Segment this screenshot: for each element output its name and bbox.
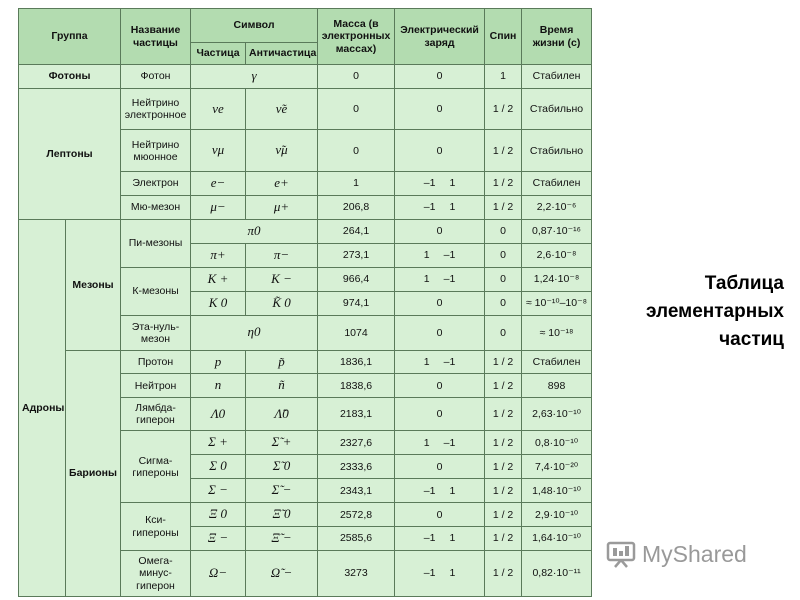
- particle-symbol: e−: [191, 171, 246, 195]
- antiparticle-symbol: Ξ̃ 0: [246, 503, 318, 527]
- spin-value: 1 / 2: [485, 431, 522, 455]
- charge-part: –1: [423, 484, 436, 497]
- charge-value: [395, 503, 485, 527]
- mass-value: 2333,6: [318, 455, 395, 479]
- mass-value: 966,4: [318, 267, 395, 291]
- particle-name: Сигма-гипероны: [121, 431, 191, 503]
- mass-value: 2343,1: [318, 479, 395, 503]
- particle-symbol: Σ −: [191, 479, 246, 503]
- mass-value: 206,8: [318, 195, 395, 219]
- spin-value: 0: [485, 291, 522, 315]
- mass-value: 0: [318, 88, 395, 129]
- spin-value: 0: [485, 243, 522, 267]
- particle-symbol: π+: [191, 243, 246, 267]
- particle-name: Нейтрон: [121, 374, 191, 398]
- particle-name: Омега-минус-гиперон: [121, 550, 191, 596]
- charge-part: 1: [449, 201, 456, 214]
- group-photons: Фотоны: [19, 65, 121, 89]
- particle-symbol: Σ +: [191, 431, 246, 455]
- particle-name: Кси-гипероны: [121, 503, 191, 551]
- mass-value: 2572,8: [318, 503, 395, 527]
- spin-value: 1 / 2: [485, 527, 522, 551]
- charge-part: 0: [436, 144, 443, 157]
- mass-value: 1074: [318, 315, 395, 350]
- table-row: [19, 65, 592, 89]
- particle-symbol: νe: [191, 88, 246, 129]
- charge-value: [395, 455, 485, 479]
- antiparticle-symbol: Σ̃ 0: [246, 455, 318, 479]
- particle-symbol: Ξ −: [191, 527, 246, 551]
- spin-value: 1 / 2: [485, 195, 522, 219]
- lifetime-value: 1,24·10⁻⁸: [522, 267, 592, 291]
- charge-part: 1: [449, 177, 456, 190]
- charge-part: –1: [443, 249, 456, 262]
- header-name: Название частицы: [121, 9, 191, 65]
- spin-value: 1 / 2: [485, 398, 522, 431]
- antiparticle-symbol: e+: [246, 171, 318, 195]
- spin-value: 1 / 2: [485, 479, 522, 503]
- lifetime-value: 2,6·10⁻⁸: [522, 243, 592, 267]
- lifetime-value: ≈ 10⁻¹⁸: [522, 315, 592, 350]
- particle-symbol: Ξ 0: [191, 503, 246, 527]
- lifetime-value: 0,87·10⁻¹⁶: [522, 219, 592, 243]
- charge-part: 1: [423, 273, 430, 286]
- charge-value: [395, 267, 485, 291]
- particle-symbol: π0: [191, 219, 318, 243]
- particle-symbol: Ω−: [191, 550, 246, 596]
- charge-part: 0: [436, 460, 443, 473]
- charge-part: –1: [423, 532, 436, 545]
- header-particle: Частица: [191, 43, 246, 65]
- particle-symbol: K +: [191, 267, 246, 291]
- spin-value: 1 / 2: [485, 550, 522, 596]
- charge-part: 0: [436, 225, 443, 238]
- mass-value: 2585,6: [318, 527, 395, 551]
- lifetime-value: 1,48·10⁻¹⁰: [522, 479, 592, 503]
- charge-value: [395, 65, 485, 89]
- table-row: [19, 350, 592, 374]
- lifetime-value: 0,8·10⁻¹⁰: [522, 431, 592, 455]
- charge-value: [395, 350, 485, 374]
- table-row: [19, 219, 592, 243]
- charge-value: [395, 398, 485, 431]
- charge-value: [395, 374, 485, 398]
- particle-name: Нейтрино мюонное: [121, 130, 191, 171]
- spin-value: 1 / 2: [485, 171, 522, 195]
- charge-part: –1: [423, 201, 436, 214]
- charge-part: 0: [436, 508, 443, 521]
- particle-symbol: p: [191, 350, 246, 374]
- spin-value: 1 / 2: [485, 374, 522, 398]
- lifetime-value: 1,64·10⁻¹⁰: [522, 527, 592, 551]
- antiparticle-symbol: μ+: [246, 195, 318, 219]
- charge-part: 0: [436, 408, 443, 421]
- charge-part: 1: [449, 567, 456, 580]
- group-hadrons: Адроны: [19, 219, 66, 596]
- spin-value: 0: [485, 267, 522, 291]
- antiparticle-symbol: K −: [246, 267, 318, 291]
- antiparticle-symbol: ñ: [246, 374, 318, 398]
- particle-symbol: n: [191, 374, 246, 398]
- particle-name: Фотон: [121, 65, 191, 89]
- antiparticle-symbol: ν̃e: [246, 88, 318, 129]
- spin-value: 1 / 2: [485, 130, 522, 171]
- mass-value: 1836,1: [318, 350, 395, 374]
- particle-symbol: K 0: [191, 291, 246, 315]
- table-body: [19, 65, 592, 597]
- lifetime-value: 0,82·10⁻¹¹: [522, 550, 592, 596]
- charge-value: [395, 479, 485, 503]
- charge-part: 1: [423, 249, 430, 262]
- charge-value: [395, 243, 485, 267]
- particle-name: Мю-мезон: [121, 195, 191, 219]
- mass-value: 974,1: [318, 291, 395, 315]
- header-spin: Спин: [485, 9, 522, 65]
- charge-part: –1: [423, 567, 436, 580]
- spin-value: 0: [485, 219, 522, 243]
- charge-part: 0: [436, 103, 443, 116]
- antiparticle-symbol: Ξ̃ −: [246, 527, 318, 551]
- particle-name: Пи-мезоны: [121, 219, 191, 267]
- particle-name: Эта-нуль-мезон: [121, 315, 191, 350]
- lifetime-value: 898: [522, 374, 592, 398]
- header-group: Группа: [19, 9, 121, 65]
- subgroup-baryons: Барионы: [66, 350, 121, 597]
- lifetime-value: Стабильно: [522, 88, 592, 129]
- mass-value: 264,1: [318, 219, 395, 243]
- charge-value: [395, 291, 485, 315]
- charge-part: 1: [449, 484, 456, 497]
- particle-name: Протон: [121, 350, 191, 374]
- slide-caption: Таблица элементарных частиц: [645, 273, 784, 350]
- antiparticle-symbol: Σ̃ +: [246, 431, 318, 455]
- antiparticle-symbol: π−: [246, 243, 318, 267]
- spin-value: 1: [485, 65, 522, 89]
- particle-name: Лямбда-гиперон: [121, 398, 191, 431]
- lifetime-value: ≈ 10⁻¹⁰–10⁻⁸: [522, 291, 592, 315]
- lifetime-value: Стабилен: [522, 171, 592, 195]
- particle-symbol: νμ: [191, 130, 246, 171]
- mass-value: 0: [318, 65, 395, 89]
- antiparticle-symbol: Σ̃ −: [246, 479, 318, 503]
- mass-value: 0: [318, 130, 395, 171]
- charge-part: –1: [443, 355, 456, 368]
- charge-part: 0: [436, 297, 443, 310]
- antiparticle-symbol: p̃: [246, 350, 318, 374]
- particle-symbol: Λ0: [191, 398, 246, 431]
- antiparticle-symbol: Λ̃0: [246, 398, 318, 431]
- particle-symbol: Σ 0: [191, 455, 246, 479]
- particle-symbol: μ−: [191, 195, 246, 219]
- antiparticle-symbol: K̃ 0: [246, 291, 318, 315]
- particle-name: К-мезоны: [121, 267, 191, 315]
- mass-value: 1: [318, 171, 395, 195]
- charge-value: [395, 130, 485, 171]
- header-mass: Масса (в электронных массах): [318, 9, 395, 65]
- subgroup-mesons: Мезоны: [66, 219, 121, 350]
- charge-part: 1: [423, 355, 430, 368]
- mass-value: 3273: [318, 550, 395, 596]
- charge-value: [395, 88, 485, 129]
- table-row: [19, 88, 592, 129]
- charge-part: 1: [423, 436, 430, 449]
- header-antiparticle: Античастица: [246, 43, 318, 65]
- spin-value: 1 / 2: [485, 88, 522, 129]
- charge-value: [395, 550, 485, 596]
- lifetime-value: Стабильно: [522, 130, 592, 171]
- spin-value: 1 / 2: [485, 455, 522, 479]
- lifetime-value: 2,63·10⁻¹⁰: [522, 398, 592, 431]
- charge-value: [395, 171, 485, 195]
- spin-value: 1 / 2: [485, 503, 522, 527]
- lifetime-value: 7,4·10⁻²⁰: [522, 455, 592, 479]
- particle-name: Электрон: [121, 171, 191, 195]
- charge-value: [395, 315, 485, 350]
- particle-symbol: η0: [191, 315, 318, 350]
- spin-value: 0: [485, 315, 522, 350]
- charge-part: 0: [436, 379, 443, 392]
- mass-value: 2327,6: [318, 431, 395, 455]
- presentation-board-icon: [606, 540, 636, 568]
- lifetime-value: 2,9·10⁻¹⁰: [522, 503, 592, 527]
- mass-value: 1838,6: [318, 374, 395, 398]
- charge-value: [395, 195, 485, 219]
- charge-part: –1: [423, 177, 436, 190]
- particle-name: Нейтрино электронное: [121, 88, 191, 129]
- antiparticle-symbol: ν̃μ: [246, 130, 318, 171]
- charge-part: 0: [436, 326, 443, 339]
- particle-symbol: γ: [191, 65, 318, 89]
- spin-value: 1 / 2: [485, 350, 522, 374]
- charge-part: –1: [443, 273, 456, 286]
- lifetime-value: Стабилен: [522, 65, 592, 89]
- charge-value: [395, 219, 485, 243]
- logo-text: MyShared: [642, 540, 747, 567]
- antiparticle-symbol: Ω̃ −: [246, 550, 318, 596]
- group-leptons: Лептоны: [19, 88, 121, 219]
- mass-value: 273,1: [318, 243, 395, 267]
- particles-table: [18, 8, 592, 597]
- charge-part: 0: [436, 70, 443, 83]
- header-lifetime: Время жизни (с): [522, 9, 592, 65]
- charge-part: 1: [449, 532, 456, 545]
- myshared-logo: [606, 536, 782, 572]
- header-symbol: Символ: [191, 9, 318, 43]
- charge-value: [395, 527, 485, 551]
- mass-value: 2183,1: [318, 398, 395, 431]
- header-charge: Электрический заряд: [395, 9, 485, 65]
- lifetime-value: Стабилен: [522, 350, 592, 374]
- charge-part: –1: [443, 436, 456, 449]
- charge-value: [395, 431, 485, 455]
- lifetime-value: 2,2·10⁻⁶: [522, 195, 592, 219]
